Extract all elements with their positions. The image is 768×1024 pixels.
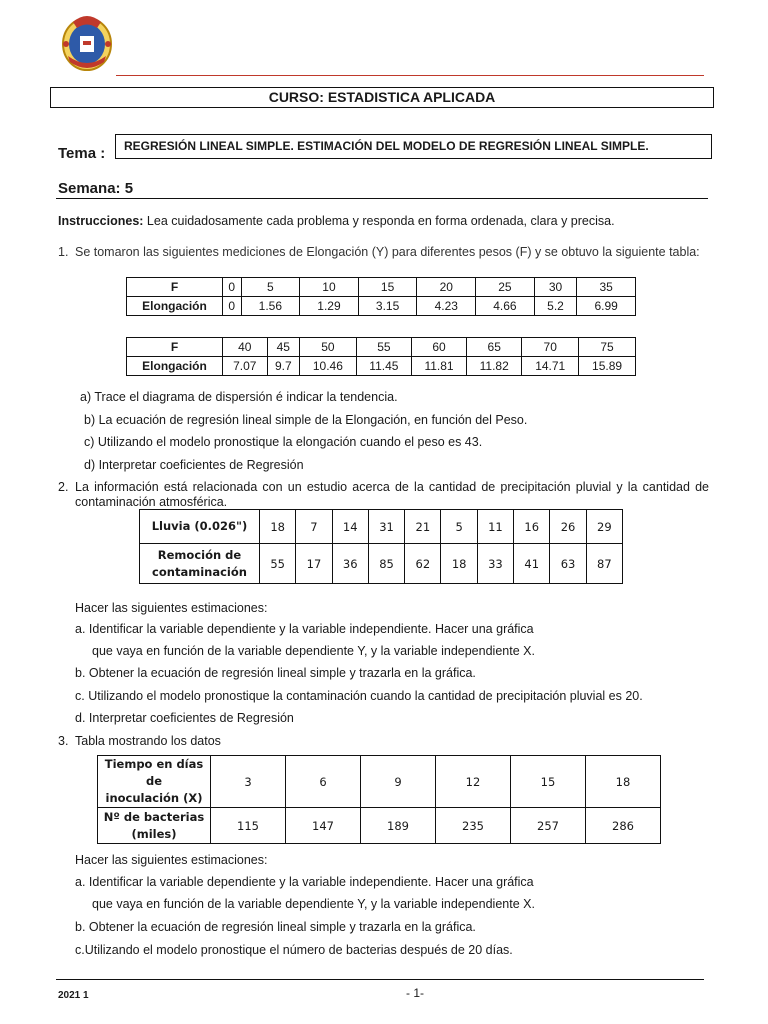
footer-year: 2021 1 <box>58 990 89 1001</box>
cell: 7 <box>296 510 332 544</box>
table-row <box>140 510 623 544</box>
cell: 31 <box>368 510 404 544</box>
instructions-text: Lea cuidadosamente cada problema y responda en forma ordenada, clara y precisa. <box>143 214 615 228</box>
table-row <box>98 808 661 844</box>
cell: 15.89 <box>579 357 636 376</box>
cell: 3.15 <box>358 297 417 316</box>
table-row <box>127 297 636 316</box>
cell: 33 <box>477 544 513 584</box>
cell: 11.45 <box>356 357 411 376</box>
cell: 12 <box>436 756 511 808</box>
p3-item-a-cont: que vaya en función de la variable dependiente Y, y la variable independiente X. <box>92 897 535 911</box>
table-row <box>127 338 636 357</box>
cell: 26 <box>550 510 586 544</box>
row-label-f: F <box>127 338 223 357</box>
cell: 147 <box>286 808 361 844</box>
p2-item-b: b. Obtener la ecuación de regresión lineal simple y trazarla en la gráfica. <box>75 666 476 680</box>
cell: 65 <box>467 338 522 357</box>
cell: 18 <box>441 544 477 584</box>
table-row <box>127 357 636 376</box>
footer-rule <box>56 979 704 980</box>
row-label-rain: Lluvia (0.026") <box>140 510 260 544</box>
row-label-bacteria-line1: Nº de bacterias <box>103 809 205 824</box>
cell: 15 <box>511 756 586 808</box>
cell: 6 <box>286 756 361 808</box>
p1-item-d: d) Interpretar coeficientes de Regresión <box>84 458 304 472</box>
cell: 286 <box>586 808 661 844</box>
cell: 11 <box>477 510 513 544</box>
row-label-days <box>98 756 211 808</box>
problem-3-text: Tabla mostrando los datos <box>75 734 221 748</box>
cell: 11.81 <box>411 357 466 376</box>
p3-item-b: b. Obtener la ecuación de regresión lineal simple y trazarla en la gráfica. <box>75 920 476 934</box>
p3-item-a: a. Identificar la variable dependiente y la variable independiente. Hacer una gráfica <box>75 875 534 889</box>
cell: 11.82 <box>467 357 522 376</box>
row-label-bacteria <box>98 808 211 844</box>
row-label-elongation: Elongación <box>127 297 223 316</box>
header-rule <box>116 75 704 76</box>
cell: 35 <box>577 278 636 297</box>
cell: 1.29 <box>300 297 359 316</box>
cell: 10 <box>300 278 359 297</box>
cell: 70 <box>522 338 579 357</box>
cell: 5.2 <box>534 297 577 316</box>
university-logo <box>56 8 118 74</box>
cell: 0 <box>223 278 242 297</box>
p2-item-a-cont: que vaya en función de la variable dependiente Y, y la variable independiente X. <box>92 644 535 658</box>
table-row <box>98 756 661 808</box>
cell: 10.46 <box>299 357 356 376</box>
problem-2-number: 2. <box>58 480 69 494</box>
cell: 36 <box>332 544 368 584</box>
week-label: Semana: 5 <box>58 180 134 197</box>
cell: 20 <box>417 278 476 297</box>
cell: 15 <box>358 278 417 297</box>
cell: 18 <box>260 510 296 544</box>
cell: 17 <box>296 544 332 584</box>
cell: 62 <box>405 544 441 584</box>
cell: 115 <box>211 808 286 844</box>
problem-2-text-line2: contaminación atmosférica. <box>75 495 228 509</box>
p1-item-a: a) Trace el diagrama de dispersión é indicar la tendencia. <box>80 390 398 404</box>
p2-item-d: d. Interpretar coeficientes de Regresión <box>75 711 294 725</box>
cell: 0 <box>223 297 242 316</box>
cell: 4.23 <box>417 297 476 316</box>
p1-item-b: b) La ecuación de regresión lineal simple de la Elongación, en función del Peso. <box>84 413 528 427</box>
cell: 14.71 <box>522 357 579 376</box>
p1-item-c: c) Utilizando el modelo pronostique la elongación cuando el peso es 43. <box>84 435 483 449</box>
p2-item-c: c. Utilizando el modelo pronostique la contaminación cuando la cantidad de precipitación pluvial es 20. <box>75 689 643 703</box>
cell: 87 <box>586 544 622 584</box>
cell: 9.7 <box>267 357 299 376</box>
cell: 40 <box>223 338 268 357</box>
cell: 21 <box>405 510 441 544</box>
cell: 16 <box>514 510 550 544</box>
tema-label: Tema : <box>58 145 106 162</box>
row-label-pollution-line2: contaminación <box>152 564 247 579</box>
p3-intro: Hacer las siguientes estimaciones: <box>75 853 268 867</box>
instructions-label: Instrucciones: <box>58 214 144 228</box>
cell: 4.66 <box>476 297 535 316</box>
table-elongation-a <box>126 277 636 316</box>
p2-intro: Hacer las siguientes estimaciones: <box>75 601 268 615</box>
p2-item-a: a. Identificar la variable dependiente y la variable independiente. Hacer una gráfica <box>75 622 534 636</box>
cell: 45 <box>267 338 299 357</box>
cell: 29 <box>586 510 622 544</box>
cell: 25 <box>476 278 535 297</box>
row-label-elongation: Elongación <box>127 357 223 376</box>
cell: 3 <box>211 756 286 808</box>
cell: 85 <box>368 544 404 584</box>
cell: 6.99 <box>577 297 636 316</box>
table-row <box>127 278 636 297</box>
problem-1-number: 1. <box>58 245 69 259</box>
cell: 9 <box>361 756 436 808</box>
cell: 14 <box>332 510 368 544</box>
week-rule <box>56 198 708 199</box>
table-row <box>140 544 623 584</box>
cell: 1.56 <box>241 297 300 316</box>
cell: 41 <box>514 544 550 584</box>
cell: 7.07 <box>223 357 268 376</box>
p3-item-c: c.Utilizando el modelo pronostique el número de bacterias después de 20 días. <box>75 943 513 957</box>
cell: 235 <box>436 808 511 844</box>
problem-2-text-line1: La información está relacionada con un estudio acerca de la cantidad de precipitación pluvial y la cantidad de <box>75 480 709 494</box>
cell: 50 <box>299 338 356 357</box>
problem-1-text: Se tomaron las siguientes mediciones de Elongación (Y) para diferentes pesos (F) y se obtuvo la siguiente tabla: <box>75 245 700 259</box>
cell: 189 <box>361 808 436 844</box>
cell: 5 <box>441 510 477 544</box>
table-rain-pollution <box>139 509 623 584</box>
cell: 55 <box>356 338 411 357</box>
page-number: - 1- <box>406 986 424 1000</box>
table-elongation-b <box>126 337 636 376</box>
row-label-bacteria-line2: (miles) <box>131 826 177 841</box>
row-label-days-line2: inoculación (X) <box>105 791 203 805</box>
cell: 75 <box>579 338 636 357</box>
cell: 257 <box>511 808 586 844</box>
cell: 18 <box>586 756 661 808</box>
problem-3-number: 3. <box>58 734 69 748</box>
table-bacteria <box>97 755 661 844</box>
row-label-pollution-line1: Remoción de <box>157 547 242 562</box>
course-title: CURSO: ESTADISTICA APLICADA <box>50 87 714 108</box>
row-label-f: F <box>127 278 223 297</box>
instructions <box>58 214 615 228</box>
cell: 30 <box>534 278 577 297</box>
cell: 55 <box>260 544 296 584</box>
cell: 5 <box>241 278 300 297</box>
row-label-pollution <box>140 544 260 584</box>
cell: 60 <box>411 338 466 357</box>
tema-title: REGRESIÓN LINEAL SIMPLE. ESTIMACIÓN DEL MODELO DE REGRESIÓN LINEAL SIMPLE. <box>115 134 712 159</box>
cell: 63 <box>550 544 586 584</box>
row-label-days-line1: Tiempo en días de <box>104 757 204 788</box>
